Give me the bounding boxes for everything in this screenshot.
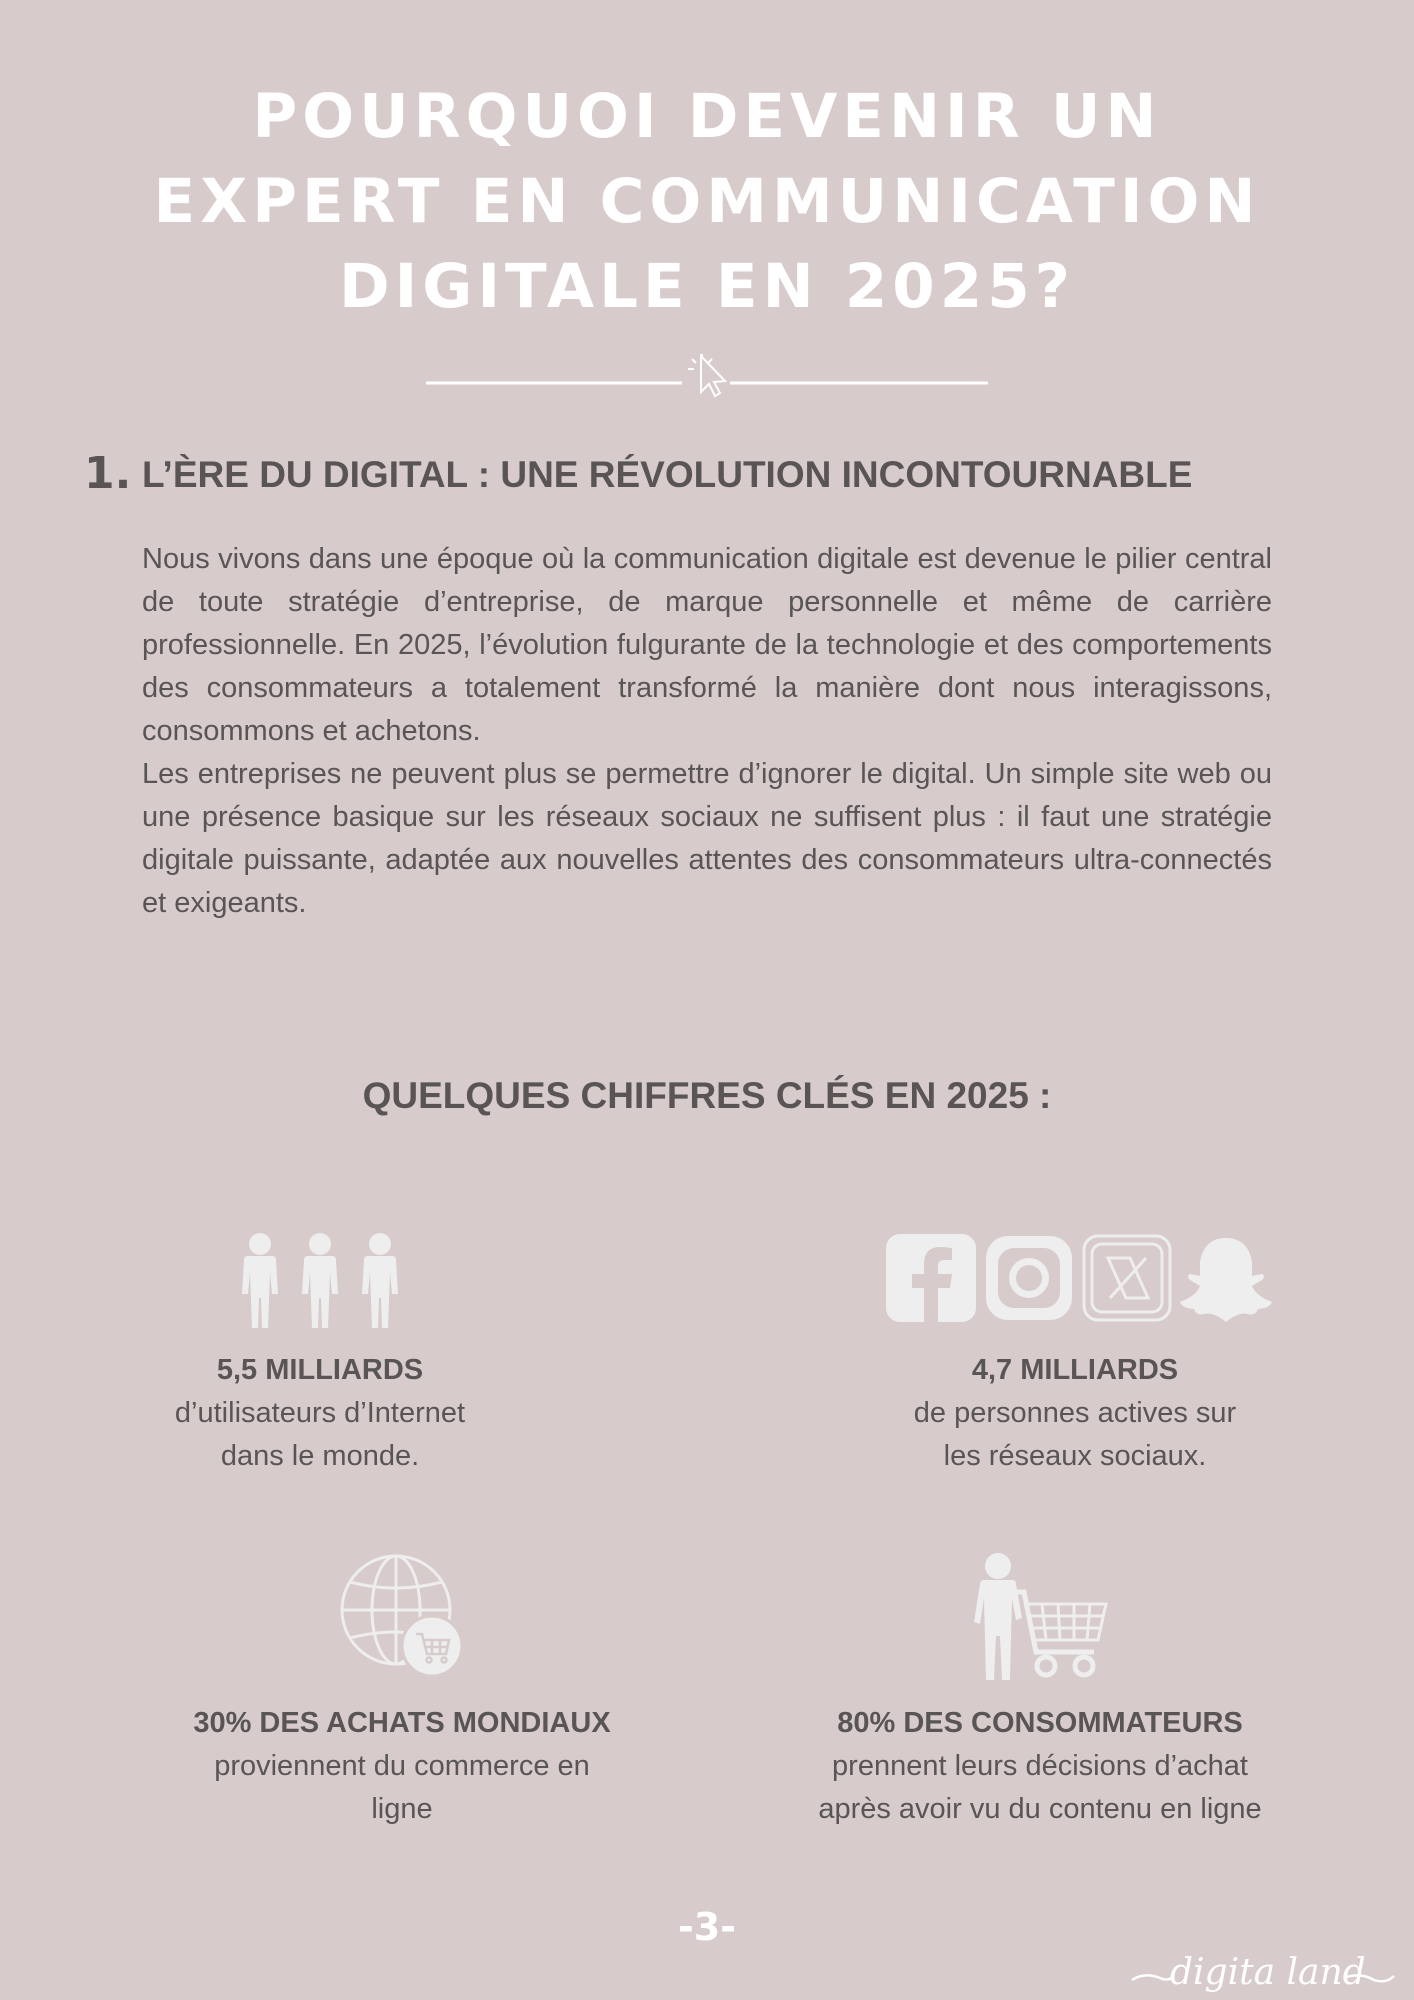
stat-value: 4,7 MILLIARDS: [971, 1354, 1179, 1386]
stat-desc-line-1: proviennent du commerce en: [214, 1750, 590, 1782]
stat-desc-line-2: après avoir vu du contenu en ligne: [818, 1793, 1262, 1825]
stat-consumers: [740, 1702, 1340, 1831]
title-divider: [424, 350, 990, 400]
stat-desc-line-1: d’utilisateurs d’Internet: [174, 1397, 466, 1429]
instagram-icon: [986, 1236, 1072, 1320]
section-body: [142, 538, 1272, 925]
stat-online-purchases: [122, 1702, 682, 1831]
snapchat-icon: [1180, 1238, 1272, 1322]
social-media-icons: [886, 1232, 1274, 1324]
stat-value: 5,5 MILLIARDS: [216, 1354, 424, 1386]
title-line-2: EXPERT EN COMMUNICATION: [153, 166, 1261, 237]
stat-desc-line-2: ligne: [371, 1793, 433, 1825]
title-line-1: POURQUOI DEVENIR UN: [252, 81, 1162, 152]
people-icon: [232, 1232, 408, 1330]
stat-desc-line-1: prennent leurs décisions d’achat: [832, 1750, 1248, 1782]
section-title: L’ÈRE DU DIGITAL : UNE RÉVOLUTION INCONTOURNABLE: [142, 454, 1193, 495]
stat-value: 30% DES ACHATS MONDIAUX: [193, 1707, 611, 1739]
stat-desc-line-2: dans le monde.: [220, 1440, 420, 1472]
page-number: -3-: [678, 1905, 736, 1949]
stat-social-users: [855, 1349, 1295, 1478]
stat-desc-line-2: les réseaux sociaux.: [943, 1440, 1207, 1472]
stat-internet-users: [100, 1349, 540, 1478]
stat-value: 80% DES CONSOMMATEURS: [837, 1707, 1243, 1739]
stats-heading: QUELQUES CHIFFRES CLÉS EN 2025 :: [362, 1075, 1052, 1116]
globe-cart-icon: [340, 1554, 464, 1678]
shopper-cart-icon: [970, 1552, 1108, 1682]
cursor-click-icon: [688, 354, 725, 396]
x-icon: [1084, 1236, 1170, 1320]
brand-logo: [1130, 1950, 1396, 1996]
stat-desc-line-1: de personnes actives sur: [913, 1397, 1237, 1429]
page-title: [0, 74, 1414, 329]
paragraph-1: Nous vivons dans une époque où la communication digitale est devenue le pilier central de toute stratégie d’entreprise, de marque personnelle et même de carrière professionnelle. En 2025, l’évolution fulgurante de la technologie et des comportements des consommateurs a totalement transformé la manière dont nous interagissons, consommons et achetons.: [142, 543, 1272, 747]
brand-logo-text: digita land: [1170, 1952, 1366, 1993]
section-number: 1.: [84, 448, 132, 499]
title-line-3: DIGITALE EN 2025?: [338, 251, 1076, 322]
paragraph-2: Les entreprises ne peuvent plus se permettre d’ignorer le digital. Un simple site web ou une présence basique sur les réseaux sociaux ne suffisent plus : il faut une stratégie digitale puissante, adaptée aux nouvelles attentes des consommateurs ultra-connectés et exigeants.: [142, 758, 1272, 919]
facebook-icon: [886, 1234, 976, 1322]
